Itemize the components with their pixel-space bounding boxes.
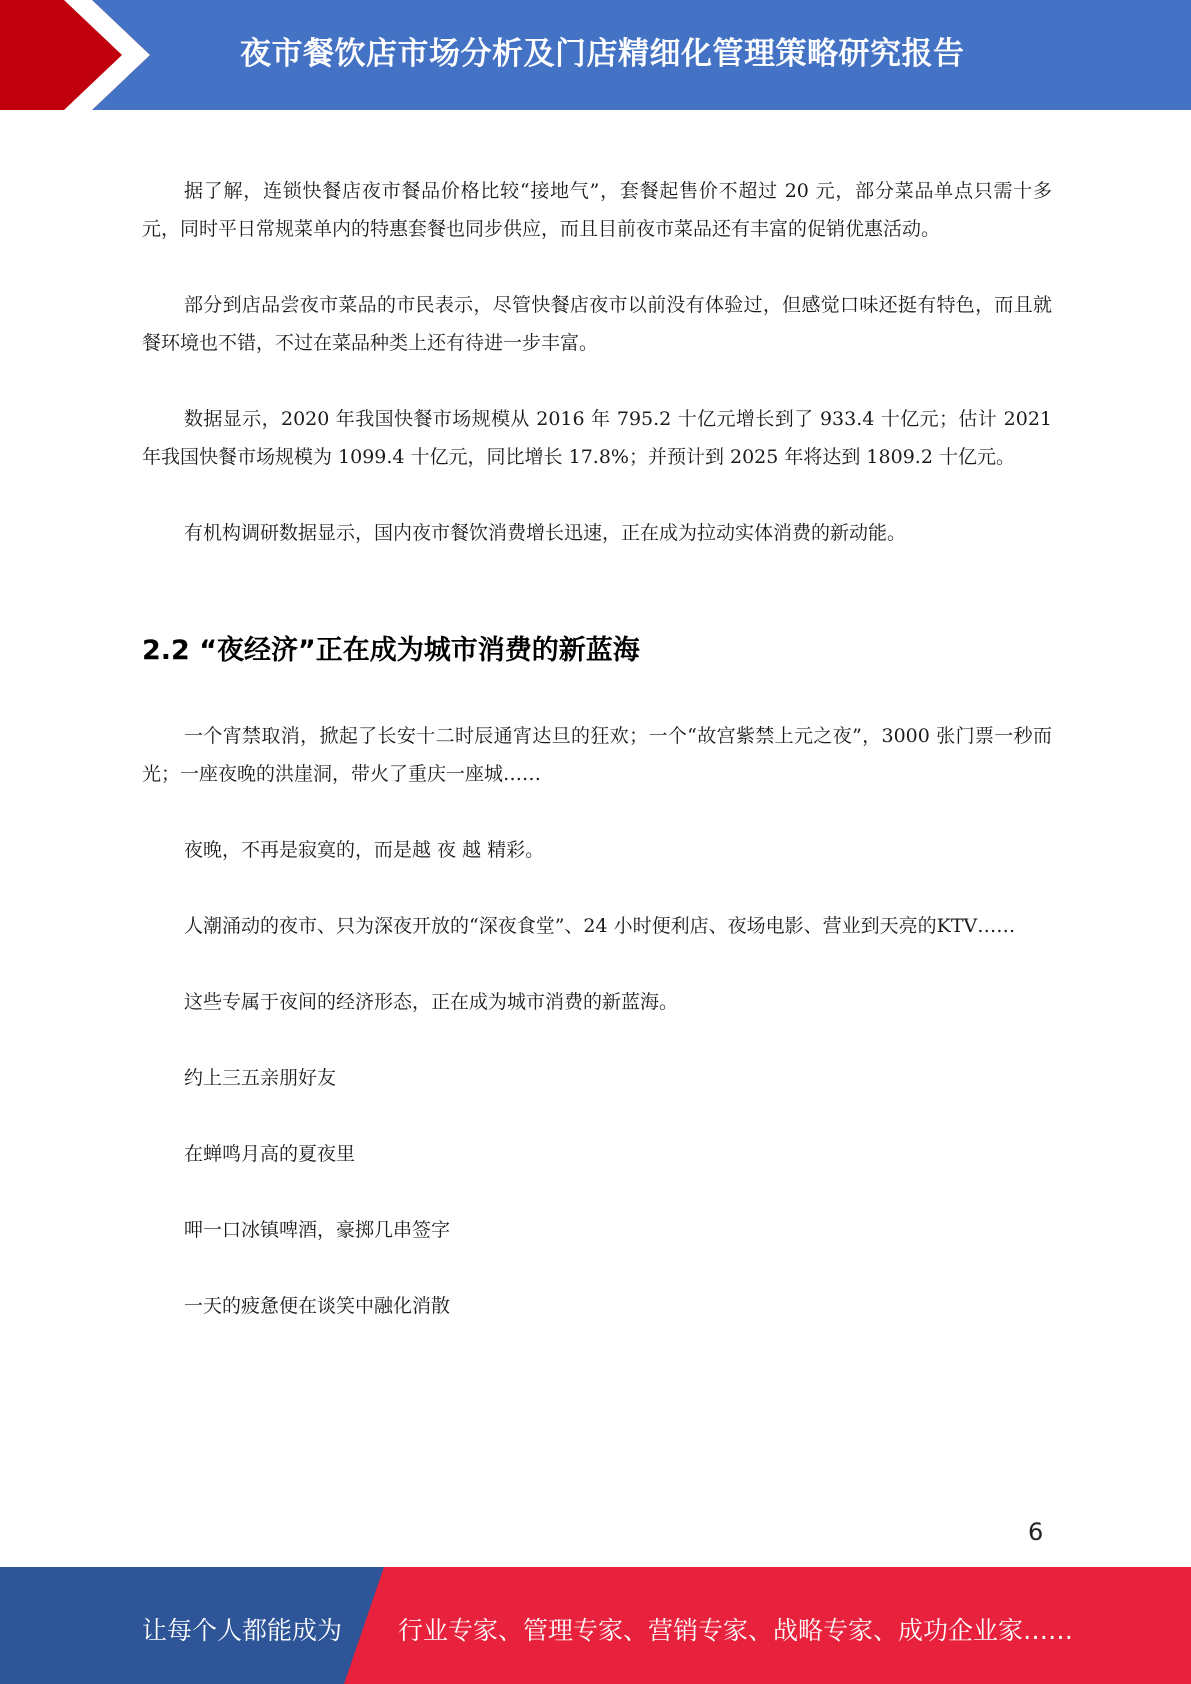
paragraph: 数据显示，2020 年我国快餐市场规模从 2016 年 795.2 十亿元增长到了 933.4 十亿元；估计 2021 年我国快餐市场规模为 1099.4 十亿元，同比增长 17.8%；并预计到 2025 年将达到 1809.2 十亿元。 [142,408,1052,468]
paragraph: 约上三五亲朋好友 [184,1067,337,1089]
paragraph: 部分到店品尝夜市菜品的市民表示，尽管快餐店夜市以前没有体验过，但感觉口味还挺有特色，而且就餐环境也不错，不过在菜品种类上还有待进一步丰富。 [142,294,1052,354]
section-heading: 2.2 “夜经济”正在成为城市消费的新蓝海 [142,635,640,666]
page-number: 6 [1028,1518,1044,1546]
page-header [0,0,1191,110]
paragraph: 这些专属于夜间的经济形态，正在成为城市消费的新蓝海。 [184,991,679,1013]
paragraph: 夜晚，不再是寂寞的，而是越 夜 越 精彩。 [184,839,545,861]
paragraph: 在蝉鸣月高的夏夜里 [184,1143,356,1165]
footer-slogan-right: 行业专家、管理专家、营销专家、战略专家、成功企业家…… [398,1616,1074,1645]
report-title: 夜市餐饮店市场分析及门店精细化管理策略研究报告 [240,36,965,72]
paragraph: 呷一口冰镇啤酒，豪掷几串签字 [184,1219,451,1241]
paragraph: 有机构调研数据显示，国内夜市餐饮消费增长迅速，正在成为拉动实体消费的新动能。 [184,522,907,544]
paragraph: 一个宵禁取消，掀起了长安十二时辰通宵达旦的狂欢；一个“故宫紫禁上元之夜”，3000 张门票一秒而光；一座夜晚的洪崖洞，带火了重庆一座城…… [142,725,1052,785]
page-footer [0,1567,1191,1684]
footer-slogan-left: 让每个人都能成为 [142,1616,343,1645]
paragraph: 一天的疲惫便在谈笑中融化消散 [184,1295,451,1317]
paragraph: 据了解，连锁快餐店夜市餐品价格比较“接地气”，套餐起售价不超过 20 元，部分菜品单点只需十多元，同时平日常规菜单内的特惠套餐也同步供应，而且目前夜市菜品还有丰富的促销优惠活动。 [142,180,1052,240]
document-body [142,172,1052,1363]
paragraph: 人潮涌动的夜市、只为深夜开放的“深夜食堂”、24 小时便利店、夜场电影、营业到天亮的KTV…… [184,915,1016,937]
